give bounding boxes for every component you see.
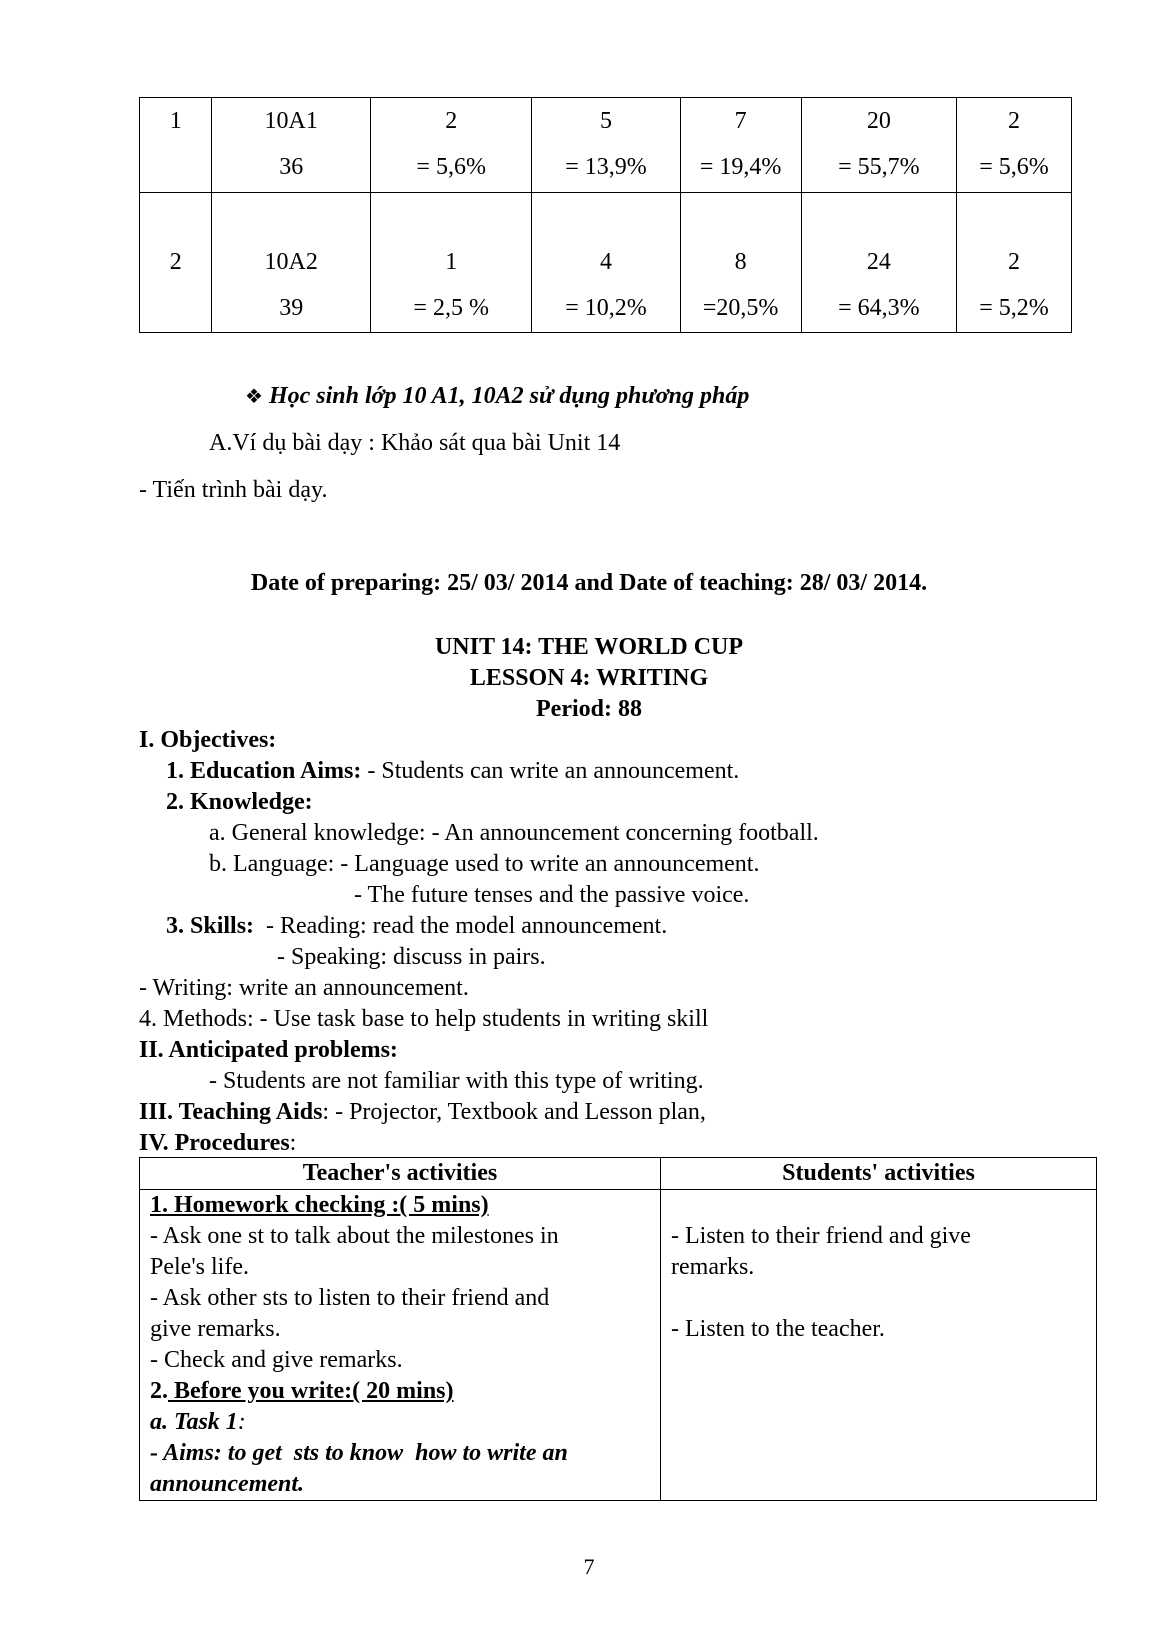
procedures-table xyxy=(139,1157,1097,1501)
teacher-header: Teacher's activities xyxy=(140,1158,661,1190)
education-label: 1. Education Aims: xyxy=(166,758,362,784)
education-aims xyxy=(166,756,739,786)
aims-line: announcement. xyxy=(150,1471,305,1497)
skills-writing: - Writing: write an announcement. xyxy=(139,975,469,1001)
teacher-line: - Ask other sts to listen to their friend and xyxy=(150,1285,550,1311)
skills-reading: - Reading: read the model announcement. xyxy=(254,913,668,939)
homework-heading: 1. Homework checking :( 5 mins) xyxy=(150,1192,489,1218)
task-colon: : xyxy=(237,1409,246,1435)
problems-text: - Students are not familiar with this type of writing. xyxy=(209,1068,704,1094)
page-number: 7 xyxy=(583,1554,595,1579)
example-line: A.Ví dụ bài dạy : Khảo sát qua bài Unit 14 xyxy=(209,430,621,456)
result-cell: 2 = 5,6% xyxy=(370,98,532,193)
skills-label: 3. Skills: xyxy=(166,913,255,939)
knowledge-label: 2. Knowledge: xyxy=(166,789,313,815)
result-cell: 8 =20,5% xyxy=(680,193,801,333)
student-line: - Listen to their friend and give xyxy=(671,1223,971,1249)
students-activities-cell xyxy=(661,1190,1097,1501)
procedures-colon: : xyxy=(289,1130,297,1156)
result-cell: 2 = 5,2% xyxy=(957,193,1072,333)
dates-line: Date of preparing: 25/ 03/ 2014 and Date of teaching: 28/ 03/ 2014. xyxy=(250,570,928,596)
result-cell: 1 = 2,5 % xyxy=(370,193,532,333)
table-row xyxy=(140,193,1072,333)
lesson-title: LESSON 4: WRITING xyxy=(469,665,709,691)
row-number: 2 xyxy=(140,193,212,333)
procedures-label: IV. Procedures xyxy=(139,1130,290,1156)
teacher-line: give remarks. xyxy=(150,1316,281,1342)
skills-speaking: - Speaking: discuss in pairs. xyxy=(277,944,546,970)
unit-title: UNIT 14: THE WORLD CUP xyxy=(434,634,744,660)
class-cell: 10A2 39 xyxy=(212,193,370,333)
procedures-heading xyxy=(139,1128,296,1158)
result-cell: 4 = 10,2% xyxy=(532,193,680,333)
diamond-bullet-icon: ❖ xyxy=(245,384,263,408)
problems-heading: II. Anticipated problems: xyxy=(139,1037,398,1063)
aims-line: - Aims: to get sts to know how to write an xyxy=(150,1440,568,1466)
teacher-line: Pele's life. xyxy=(150,1254,249,1280)
task-label: a. Task 1 xyxy=(150,1409,238,1435)
before-write-number: 2. xyxy=(150,1378,168,1404)
teacher-line: - Check and give remarks. xyxy=(150,1347,403,1373)
general-knowledge: a. General knowledge: - An announcement concerning football. xyxy=(209,820,819,846)
teacher-activities-cell xyxy=(140,1190,661,1501)
bullet-heading xyxy=(245,381,749,411)
bullet-heading-text: Học sinh lớp 10 A1, 10A2 sử dụng phương pháp xyxy=(268,383,750,409)
result-cell: 7 = 19,4% xyxy=(680,98,801,193)
before-write-heading xyxy=(150,1376,650,1407)
result-cell: 24 = 64,3% xyxy=(801,193,956,333)
before-write-text: Before you write:( 20 mins) xyxy=(168,1378,454,1404)
objectives-heading: I. Objectives: xyxy=(139,727,277,753)
language-2: - The future tenses and the passive voice. xyxy=(354,882,750,908)
table-row xyxy=(140,98,1072,193)
education-text: - Students can write an announcement. xyxy=(361,758,740,784)
skills xyxy=(166,911,667,941)
class-cell: 10A1 36 xyxy=(212,98,370,193)
teaching-aids xyxy=(139,1097,706,1127)
result-cell: 5 = 13,9% xyxy=(532,98,680,193)
process-line: - Tiến trình bài dạy. xyxy=(139,477,328,503)
student-line: - Listen to the teacher. xyxy=(671,1316,885,1342)
task-heading xyxy=(150,1407,650,1438)
teacher-line: - Ask one st to talk about the milestones in xyxy=(150,1223,559,1249)
aids-label: III. Teaching Aids xyxy=(139,1099,323,1125)
table-row xyxy=(140,1190,1097,1501)
language: b. Language: - Language used to write an announcement. xyxy=(209,851,760,877)
methods: 4. Methods: - Use task base to help students in writing skill xyxy=(139,1006,709,1032)
result-cell: 20 = 55,7% xyxy=(801,98,956,193)
aids-text: : - Projector, Textbook and Lesson plan, xyxy=(322,1099,706,1125)
period: Period: 88 xyxy=(536,696,642,722)
results-table xyxy=(139,97,1072,333)
student-line: remarks. xyxy=(671,1254,755,1280)
row-number: 1 xyxy=(140,98,212,193)
result-cell: 2 = 5,6% xyxy=(957,98,1072,193)
students-header: Students' activities xyxy=(661,1158,1097,1190)
table-header-row xyxy=(140,1158,1097,1190)
